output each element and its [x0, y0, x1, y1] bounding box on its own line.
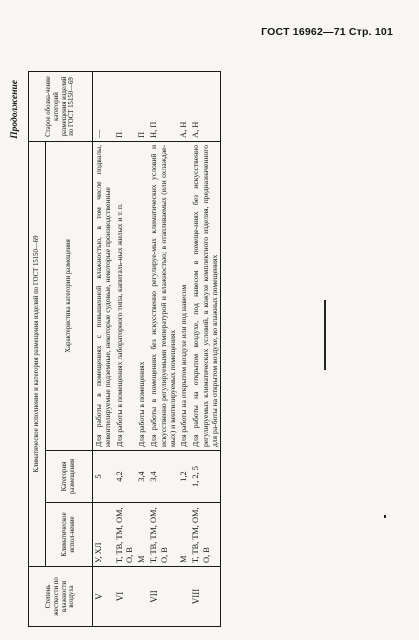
header-characteristic: Характеристика категории размещения	[46, 141, 93, 450]
header-climatic: Климатическое испол-нение	[46, 503, 93, 567]
cell-severity: V	[93, 567, 114, 627]
header-severity: Степень жесткости по влажности воздуха	[29, 567, 93, 627]
cell-severity	[178, 567, 190, 627]
cell-characteristic: Для работы в помещениях без искусственно регулируе-мых климатических условий и искусственно регулируемыми температурой и влажностью; в отапливаемых (или охлаждае-мых) и вентилируемых помещениях	[148, 141, 178, 450]
cell-climatic: Т, ТВ, ТМ, ОМ, О, В	[148, 503, 178, 567]
cell-climatic: М	[178, 503, 190, 567]
cell-category: 5	[93, 451, 114, 503]
header-category: Категория размещения	[46, 451, 93, 503]
cell-climatic: Т, ТВ, ТМ, ОМ, О, В	[114, 503, 137, 567]
scan-artifact-dot	[384, 515, 386, 518]
cell-old: А, Н	[178, 71, 190, 141]
cell-severity: VII	[148, 567, 178, 627]
table-row	[178, 71, 190, 626]
climatic-table	[28, 71, 221, 627]
table-row	[93, 71, 114, 626]
cell-category: 3,4	[148, 451, 178, 503]
cell-old: —	[93, 71, 114, 141]
header-group: Климатическое исполнение и категория размещения изделий по ГОСТ 15150—69	[29, 141, 46, 566]
cell-severity: VIII	[190, 567, 220, 627]
cell-category: 4,2	[114, 451, 137, 503]
cell-climatic: М	[136, 503, 148, 567]
cell-old: А, Н	[190, 71, 220, 141]
table-row	[114, 71, 137, 626]
cell-characteristic: Для работы в помещениях с повышенной влажностью, в том числе подвалы, невентилируемые подземные, некоторые судовые, некоторые производственные	[93, 141, 114, 450]
cell-characteristic: Для работы в помещениях	[136, 141, 148, 450]
cell-category: 3,4	[136, 451, 148, 503]
cell-old: П	[114, 71, 137, 141]
cell-climatic: Т, ТВ, ТМ, ОМ, О, В	[190, 503, 220, 567]
table-row	[136, 71, 148, 626]
header-old-designation: Старое обозна-чение категорий размещения изделий по ГОСТ 15150—69	[29, 71, 93, 141]
cell-category: 1,2	[178, 451, 190, 503]
table-row	[148, 71, 178, 626]
cell-severity	[136, 567, 148, 627]
continued-label: Продолжение	[10, 80, 20, 139]
rotated-table-block	[12, 72, 375, 627]
cell-characteristic: Для работы на открытом воздухе, под навесом в помеще-ниях без искусственно регулируемых климатических условий, в кожухе комплектного изделия, предназначенного для ра-боты на открытом воздухе, во влажных помещениях	[190, 141, 220, 450]
cell-old: П	[136, 71, 148, 141]
table-row	[190, 71, 220, 626]
cell-old: Н, П	[148, 71, 178, 141]
cell-category: 1, 2, 5	[190, 451, 220, 503]
cell-severity: VI	[114, 567, 137, 627]
cell-climatic: У, ХЛ	[93, 503, 114, 567]
cell-characteristic: Для работы в помещениях лабораторного типа, капиталь-ных жилых и т. п.	[114, 141, 137, 450]
page-header: ГОСТ 16962—71 Стр. 101	[261, 26, 393, 38]
cell-characteristic: Для работы на открытом воздухе или под навесом	[178, 141, 190, 450]
